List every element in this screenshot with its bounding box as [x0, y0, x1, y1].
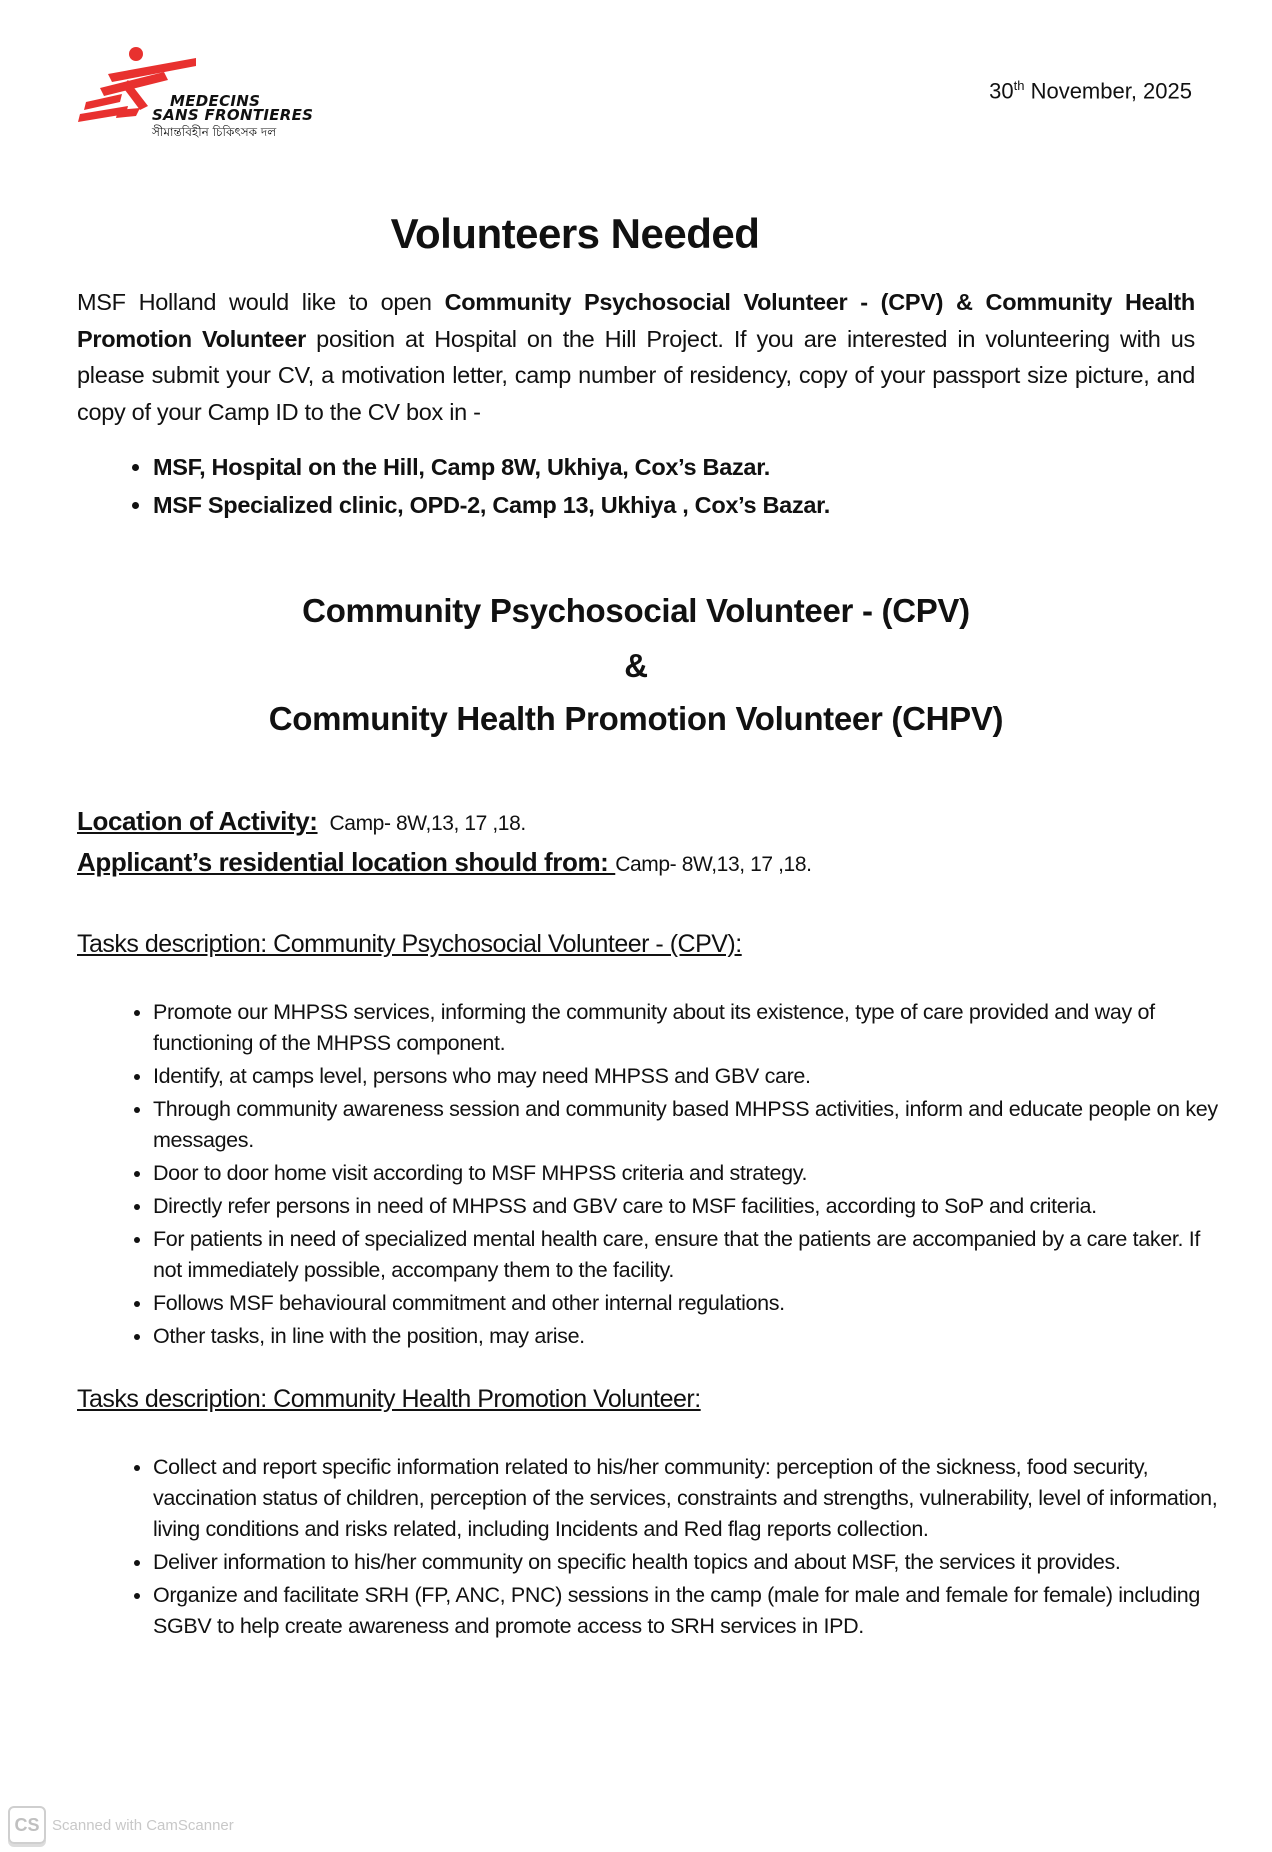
list-item: • Collect and report specific information related to his/her community: perception of the sickness, food security, vaccination status of children, perception of the services, constraints and strengths, vulnerability, level of information, living conditions and risks related, including Incidents and Red flag reports collection. — [153, 1452, 1228, 1545]
list-item: • Directly refer persons in need of MHPSS and GBV care to MSF facilities, according to SoP and criteria. — [153, 1191, 1228, 1222]
list-item: • For patients in need of specialized mental health care, ensure that the patients are accompanied by a care taker. If not immediately possible, accompany them to the facility. — [153, 1224, 1228, 1286]
location-of-activity — [77, 806, 526, 837]
list-item: • Door to door home visit according to MSF MHPSS criteria and strategy. — [153, 1158, 1228, 1189]
list-item: • MSF, Hospital on the Hill, Camp 8W, Ukhiya, Cox’s Bazar. — [153, 448, 830, 486]
watermark-text: Scanned with CamScanner — [52, 1816, 234, 1834]
field-label: Location of Activity: — [77, 806, 318, 836]
list-item: • Through community awareness session and community based MHPSS activities, inform and educate people on key messages. — [153, 1094, 1228, 1156]
date-day: 30 — [989, 78, 1014, 104]
logo-text-bengali: সীমান্তবিহীন চিকিৎসক দল — [152, 125, 277, 139]
page-title: Volunteers Needed — [390, 210, 760, 257]
list-item: • Other tasks, in line with the position, may arise. — [153, 1321, 1228, 1352]
list-item: • MSF Specialized clinic, OPD-2, Camp 13, Ukhiya , Cox’s Bazar. — [153, 486, 830, 524]
list-item: • Organize and facilitate SRH (FP, ANC, PNC) sessions in the camp (male for male and female for female) including SGBV to help create awareness and promote access to SRH services in IPD. — [153, 1580, 1228, 1642]
cpv-tasks-heading: Tasks description: Community Psychosocial Volunteer - (CPV): — [77, 930, 742, 958]
list-item: • Identify, at camps level, persons who may need MHPSS and GBV care. — [153, 1061, 1228, 1092]
document-date — [989, 78, 1192, 104]
intro-positions-bold: Community Psychosocial Volunteer - (CPV) & Community Health Promotion Volunteer — [77, 289, 1195, 352]
residential-location — [77, 847, 812, 878]
field-value: Camp- 8W,13, 17 ,18. — [615, 853, 812, 876]
intro-text-2: position at Hospital on the Hill Project. If you are interested in volunteering with us please submit your CV, a motivation letter, camp number of residency, copy of your passport size picture, and copy of your Camp ID to the CV box in - — [77, 325, 1196, 425]
field-label: Applicant’s residential location should from: — [77, 847, 616, 877]
logo-text-sans-frontieres: SANS FRONTIERES — [152, 106, 314, 124]
chpv-tasks-heading: Tasks description: Community Health Promotion Volunteer: — [77, 1385, 701, 1413]
msf-logo — [78, 44, 338, 144]
date-rest: November, 2025 — [1024, 78, 1192, 104]
intro-text-1: MSF Holland would like to open — [77, 289, 445, 315]
camscanner-watermark — [8, 1806, 234, 1844]
position-heading-ampersand: & — [624, 647, 648, 684]
intro-paragraph — [77, 284, 1195, 430]
position-heading-cpv: Community Psychosocial Volunteer - (CPV) — [302, 592, 970, 629]
list-item: • Follows MSF behavioural commitment and other internal regulations. — [153, 1288, 1228, 1319]
list-item: • Deliver information to his/her community on specific health topics and about MSF, the services it provides. — [153, 1547, 1228, 1578]
camscanner-icon: CS — [8, 1806, 46, 1844]
chpv-tasks-list — [115, 1452, 1228, 1644]
cv-box-locations — [115, 448, 830, 524]
cpv-tasks-list — [115, 997, 1228, 1354]
date-suffix: th — [1013, 78, 1025, 93]
field-value: Camp- 8W,13, 17 ,18. — [329, 812, 526, 835]
position-heading-chpv: Community Health Promotion Volunteer (CHPV) — [268, 700, 1004, 737]
list-item: • Promote our MHPSS services, informing the community about its existence, type of care provided and way of functioning of the MHPSS component. — [153, 997, 1228, 1059]
logo-text-medecins: MEDECINS — [170, 92, 261, 110]
